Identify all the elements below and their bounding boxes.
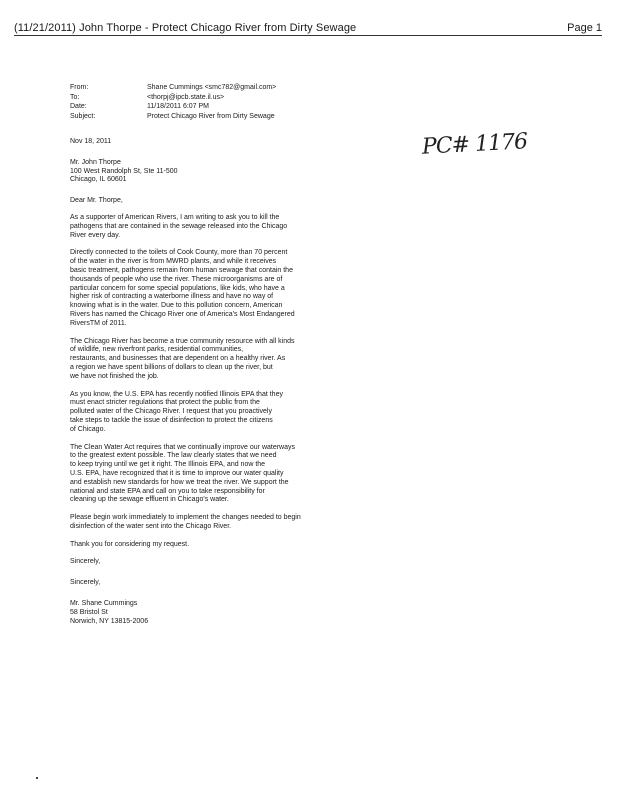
text-line: and establish new standards for how we treat the river. We support the: [70, 478, 289, 486]
header-rule: [14, 35, 602, 36]
text-line: higher risk of contracting a waterborne illness and have no way of: [70, 293, 274, 301]
text-line: U.S. EPA, have recognized that it is time to improve our water quality: [70, 469, 284, 477]
email-meta: [70, 83, 276, 121]
text-line: disinfection of the water sent into the Chicago River.: [70, 522, 232, 530]
sender-line: 58 Bristol St: [70, 608, 108, 616]
text-line: basic treatment, pathogens remain from human sewage that contain the: [70, 266, 293, 274]
text-line: cleaning up the sewage effluent in Chicago's water.: [70, 496, 229, 504]
meta-from-value: Shane Cummings <smc782@gmail.com>: [147, 84, 277, 91]
handwritten-stamp: [421, 129, 552, 172]
address-line: Chicago, IL 60601: [70, 176, 127, 184]
stamp-text: PC# 1176: [421, 129, 528, 160]
text-line: we have not finished the job.: [70, 372, 159, 380]
recipient-address: [70, 159, 342, 185]
text-line: pathogens that are contained in the sewage released into the Chicago: [70, 222, 288, 230]
text-line: a region we have spent billions of dollars to clean up the river, but: [70, 363, 273, 371]
text-line: particular concern for some special populations, like kids, who have a: [70, 284, 285, 292]
text-line: Directly connected to the toilets of Cook County, more than 70 percent: [70, 249, 288, 257]
meta-date-row: [70, 102, 276, 112]
text-line: As you know, the U.S. EPA has recently notified Illinois EPA that they: [70, 390, 283, 398]
meta-date-value: 11/18/2011 6:07 PM: [147, 103, 210, 110]
paragraph-5: [70, 444, 342, 506]
text-line: Rivers has named the Chicago River one of America's Most Endangered: [70, 310, 295, 318]
meta-subject-value: Protect Chicago River from Dirty Sewage: [147, 112, 275, 120]
text-line: polluted water of the Chicago River. I request that you proactively: [70, 408, 272, 416]
paragraph-1: [70, 214, 342, 240]
salutation: Dear Mr. Thorpe,: [70, 197, 123, 205]
address-line: 100 West Randolph St, Ste 11-500: [70, 167, 178, 175]
meta-to-value: <thorpj@ipcb.state.il.us>: [147, 93, 225, 101]
text-line: take steps to tackle the issue of disinfection to protect the citizens: [70, 416, 273, 424]
text-line: RiversTM of 2011.: [70, 319, 127, 327]
paragraph-4: [70, 391, 342, 435]
sender-line: Norwich, NY 13815-2006: [70, 617, 149, 625]
text-line: restaurants, and businesses that are dependent on a healthy river. As: [70, 355, 286, 363]
meta-date-label: Date:: [70, 103, 87, 110]
letter-date: Nov 18, 2011: [70, 138, 112, 145]
text-line: The Clean Water Act requires that we continually improve our waterways: [70, 443, 296, 451]
page-number: Page 1: [567, 22, 602, 34]
text-line: to keep trying until we get it right. The Illinois EPA, and now the: [70, 461, 266, 469]
scan-speck: [36, 777, 38, 779]
text-line: to the greatest extent possible. The law clearly states that we need: [70, 452, 277, 460]
sender-line: Mr. Shane Cummings: [70, 600, 138, 608]
meta-subject-label: Subject:: [70, 112, 96, 120]
closing-2: Sincerely,: [70, 579, 101, 587]
text-line: Thank you for considering my request.: [70, 540, 190, 548]
letter-body: [70, 138, 342, 626]
text-line: of the water in the river is from MWRD plants, and while it receives: [70, 258, 277, 266]
text-line: of Chicago.: [70, 425, 106, 433]
sender-address: [70, 600, 342, 626]
text-line: of wildlife, new riverfront parks, residential communities,: [70, 346, 244, 354]
meta-to-row: [70, 93, 276, 103]
header-title: (11/21/2011) John Thorpe - Protect Chicago River from Dirty Sewage: [14, 22, 357, 34]
paragraph-6: [70, 514, 342, 532]
text-line: knowing what is in the water. Due to this pollution concern, American: [70, 302, 283, 310]
address-line: Mr. John Thorpe: [70, 158, 121, 166]
meta-from-label: From:: [70, 84, 89, 91]
text-line: River every day.: [70, 231, 121, 239]
paragraph-2: [70, 249, 342, 328]
text-line: As a supporter of American Rivers, I am writing to ask you to kill the: [70, 213, 280, 221]
text-line: thousands of people who use the river. These microorganisms are of: [70, 275, 283, 283]
meta-subject-row: [70, 112, 276, 122]
text-line: The Chicago River has become a true community resource with all kinds: [70, 337, 295, 345]
text-line: must enact stricter regulations that protect the public from the: [70, 399, 260, 407]
fax-header: [14, 22, 602, 36]
paragraph-3: [70, 338, 342, 382]
meta-from-row: [70, 83, 276, 93]
text-line: national and state EPA and call on you to take responsibility for: [70, 487, 265, 495]
meta-to-label: To:: [70, 93, 80, 101]
closing-1: Sincerely,: [70, 558, 101, 566]
text-line: Please begin work immediately to implement the changes needed to begin: [70, 514, 301, 522]
paragraph-7: [70, 541, 342, 550]
